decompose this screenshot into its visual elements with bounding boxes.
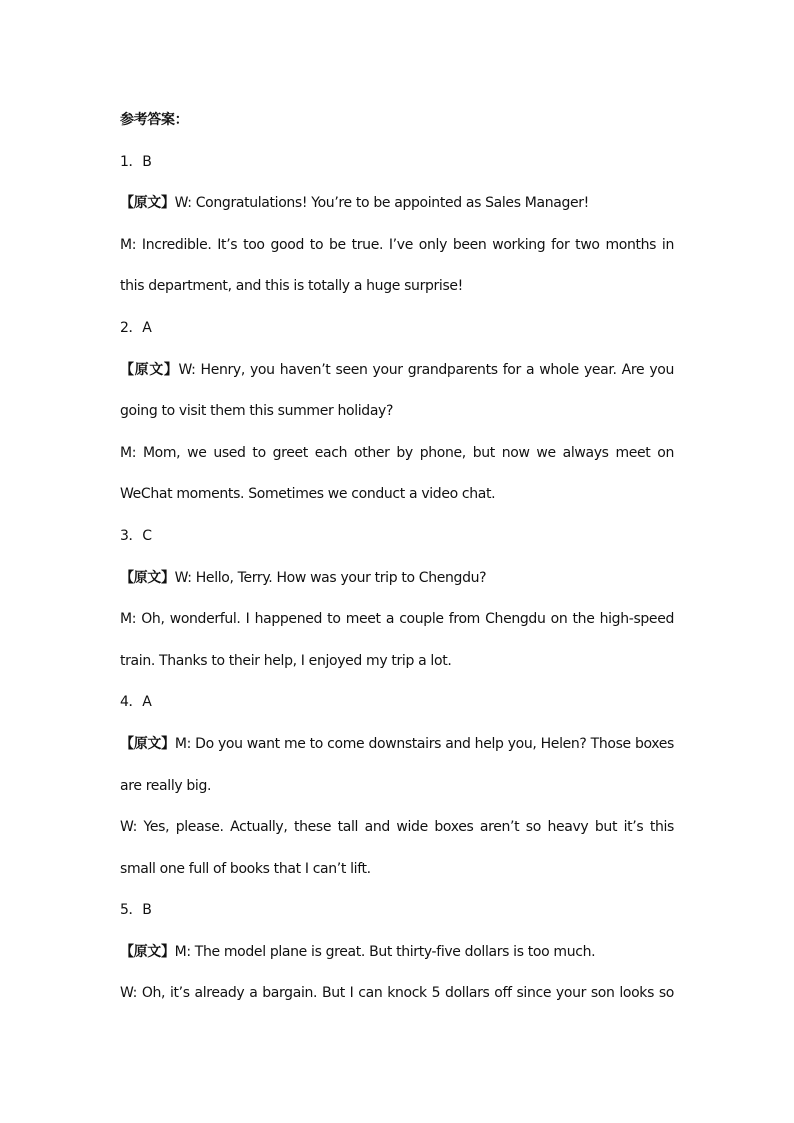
answer-heading: 参考答案： (120, 112, 189, 128)
transcript-1-line-2: M: Incredible. It’s too good to be true. I’ve only been working for two months in (120, 236, 674, 253)
answer-number-5: 5．B (120, 902, 152, 919)
transcript-4-line-2: are really big. (120, 777, 212, 794)
answer-number-2: 2．A (120, 319, 152, 336)
transcript-text: M: The model plane is great. But thirty-five dollars is too much. (174, 943, 596, 960)
transcript-text: W: Congratulations! You’re to be appointed as Sales Manager! (174, 195, 589, 212)
answer-number-3: 3．C (120, 527, 152, 544)
transcript-4-line-1 (120, 724, 674, 766)
transcript-2-line-2: going to visit them this summer holiday? (120, 403, 394, 420)
transcript-3-line-1 (120, 558, 674, 600)
transcript-tag: 【原文】 (120, 361, 179, 378)
answer-number-1: 1．B (120, 153, 152, 170)
transcript-tag: 【原文】 (120, 569, 175, 586)
transcript-tag: 【原文】 (120, 195, 175, 212)
transcript-2-line-3: M: Mom, we used to greet each other by phone, but now we always meet on (120, 444, 674, 461)
transcript-3-line-3: train. Thanks to their help, I enjoyed my trip a lot. (120, 652, 452, 669)
transcript-2-line-4: WeChat moments. Sometimes we conduct a video chat. (120, 486, 496, 503)
transcript-text: W: Hello, Terry. How was your trip to Chengdu? (174, 569, 487, 586)
transcript-tag: 【原文】 (120, 943, 175, 960)
transcript-text: M: Do you want me to come downstairs and help you, Helen? Those boxes (174, 735, 674, 752)
transcript-5-line-2: W: Oh, it’s already a bargain. But I can knock 5 dollars off since your son looks so (120, 985, 674, 1002)
transcript-3-line-2: M: Oh, wonderful. I happened to meet a couple from Chengdu on the high-speed (120, 611, 674, 628)
transcript-1-line-3: this department, and this is totally a huge surprise! (120, 278, 463, 295)
transcript-5-line-1 (120, 932, 674, 974)
transcript-2-line-1 (120, 350, 674, 392)
transcript-text: W: Henry, you haven’t seen your grandparents for a whole year. Are you (178, 361, 674, 378)
transcript-tag: 【原文】 (120, 735, 175, 752)
answer-document (120, 100, 674, 1015)
transcript-4-line-4: small one full of books that I can’t lift. (120, 860, 371, 877)
transcript-1-line-1 (120, 183, 674, 225)
answer-number-4: 4．A (120, 694, 152, 711)
transcript-4-line-3: W: Yes, please. Actually, these tall and wide boxes aren’t so heavy but it’s this (120, 819, 674, 836)
